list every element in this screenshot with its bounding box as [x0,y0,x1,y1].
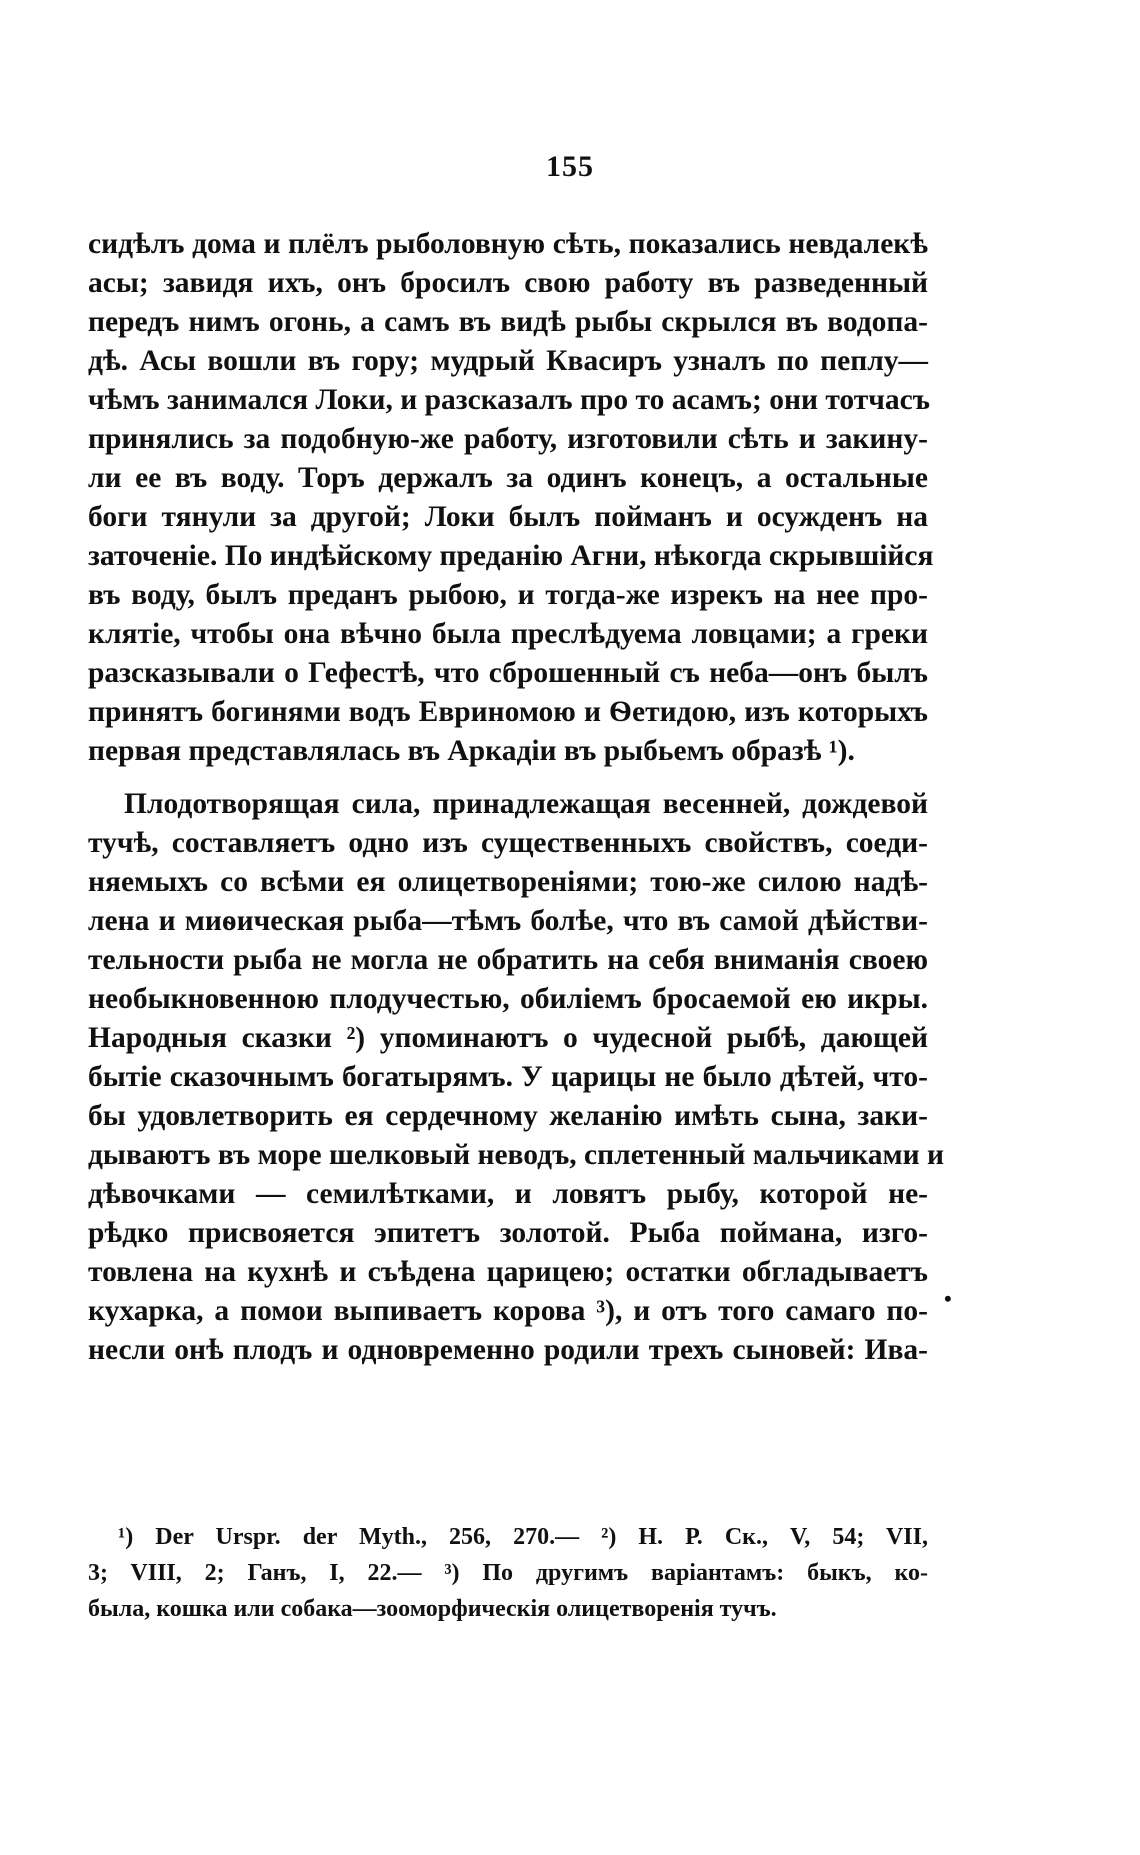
text-line: необыкновенною плодучестью, обиліемъ бросаемой ею икры. [88,983,928,1015]
text-line: рѣдко присвояется эпитетъ золотой. Рыба поймана, изго- [88,1217,928,1249]
paragraph-1 [88,225,934,771]
text-line: заточеніе. По индѣйскому преданію Агни, нѣкогда скрывшійся [88,540,934,572]
footnote-line: 3; VIII, 2; Ганъ, I, 22.— ³) По другимъ варіантамъ: быкъ, ко- [88,1560,928,1586]
text-line: чѣмъ занимался Локи, и разсказалъ про то асамъ; они тотчасъ [88,384,930,416]
text-line: передъ нимъ огонь, а самъ въ видѣ рыбы скрылся въ водопа- [88,306,928,338]
text-line: лена и миѳическая рыба—тѣмъ болѣе, что въ самой дѣйстви- [88,905,928,937]
text-line: принятъ богинями водъ Евриномою и Ѳетидою, изъ которыхъ [88,696,928,728]
text-line: дываютъ въ море шелковый неводъ, сплетенный мальчиками и [88,1139,944,1171]
text-line: разсказывали о Гефестѣ, что сброшенный съ неба—онъ былъ [88,657,928,689]
text-line: Плодотворящая сила, принадлежащая весенней, дождевой [124,788,928,820]
text-line: асы; завидя ихъ, онъ бросилъ свою работу въ разведенный [88,267,928,299]
text-line: тельности рыба не могла не обратить на себя вниманія своею [88,944,928,976]
text-line: бы удовлетворить ея сердечному желанію имѣть сына, заки- [88,1100,928,1132]
text-line: несли онѣ плодъ и одновременно родили трехъ сыновей: Ива- [88,1334,928,1366]
text-line: принялись за подобную-же работу, изготовили сѣть и закину- [88,423,928,455]
text-line: няемыхъ со всѣми ея олицетвореніями; тою-же силою надѣ- [88,866,928,898]
body-text [88,225,944,1370]
footnote-line: была, кошка или собака—зооморфическія олицетворенія тучъ. [88,1596,777,1622]
text-line: сидѣлъ дома и плёлъ рыболовную сѣть, показались невдалекѣ [88,228,928,260]
text-line: клятіе, чтобы она вѣчно была преслѣдуема ловцами; а греки [88,618,928,650]
text-line: кухарка, а помои выпиваетъ корова ³), и отъ того самаго по- [88,1295,928,1327]
footnote-line: ¹) Der Urspr. der Myth., 256, 270.— ²) Н. Р. Ск., V, 54; VII, [118,1524,928,1550]
margin-mark: • [944,1286,952,1311]
text-line: ли ее въ воду. Торъ держалъ за одинъ конецъ, а остальные [88,462,928,494]
text-line: Народныя сказки ²) упоминаютъ о чудесной рыбѣ, дающей [88,1022,928,1054]
text-line: первая представлялась въ Аркадіи въ рыбьемъ образѣ ¹). [88,735,855,767]
page-number: 155 [546,150,594,183]
paragraph-2 [88,785,944,1370]
text-line: боги тянули за другой; Локи былъ пойманъ и осужденъ на [88,501,928,533]
text-line: дѣ. Асы вошли въ гору; мудрый Квасиръ узналъ по пеплу— [88,345,928,377]
text-line: въ воду, былъ преданъ рыбою, и тогда-же изрекъ на нее про- [88,579,928,611]
paragraph-gap [88,771,928,785]
text-line: товлена на кухнѣ и съѣдена царицею; остатки обгладываетъ [88,1256,928,1288]
text-line: дѣвочками — семилѣтками, и ловятъ рыбу, которой не- [88,1178,928,1210]
footnotes [88,1519,928,1627]
text-line: тучѣ, составляетъ одно изъ существенныхъ свойствъ, соеди- [88,827,928,859]
text-line: бытіе сказочнымъ богатырямъ. У царицы не было дѣтей, что- [88,1061,928,1093]
